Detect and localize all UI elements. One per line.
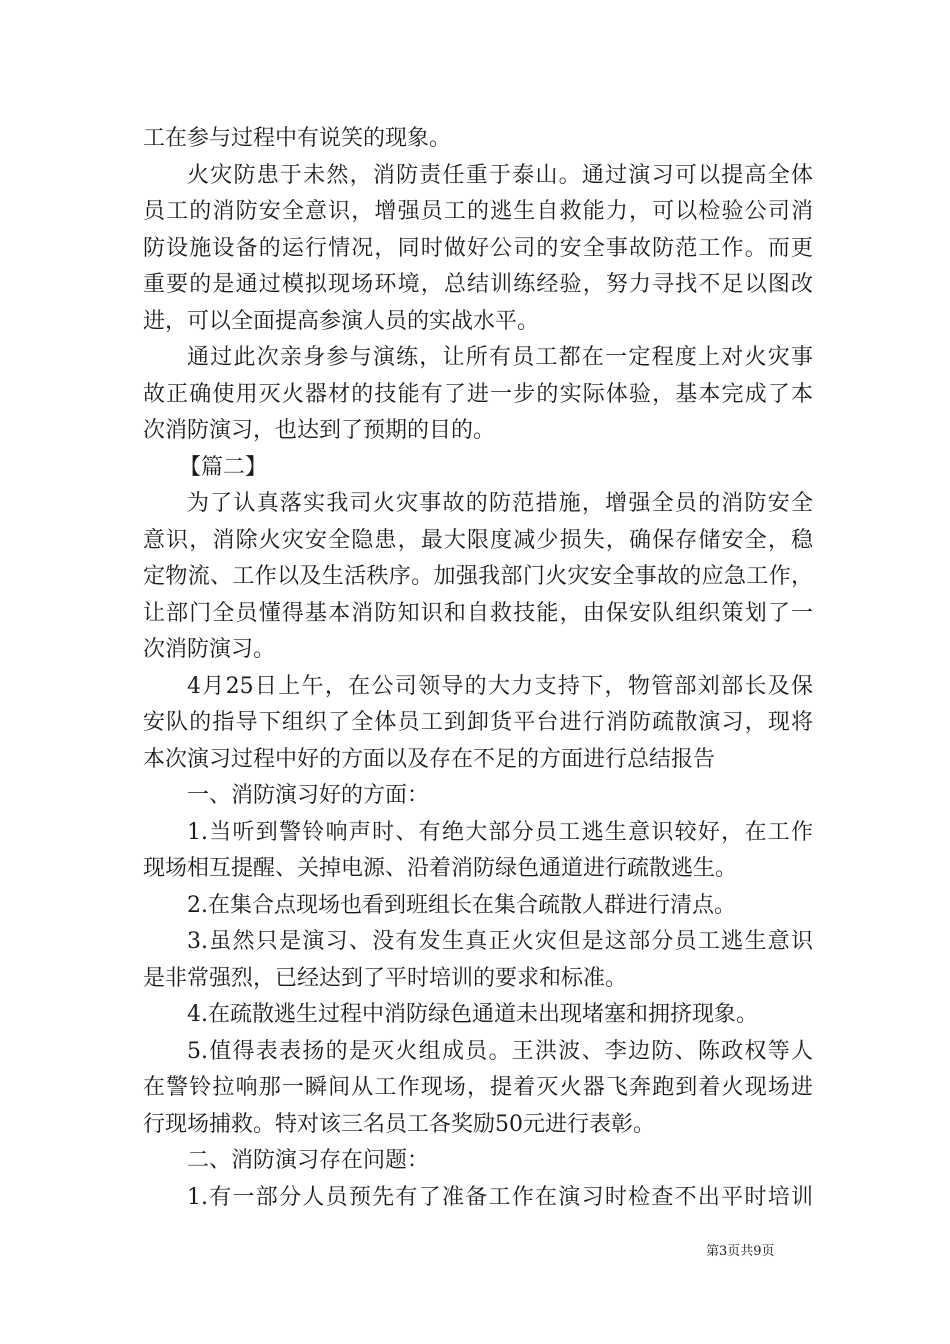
paragraph-line: 在警铃拉响那一瞬间从工作现场，提着灭火器飞奔跑到着火现场进 bbox=[143, 1075, 813, 1100]
paragraph-line: 5.值得表表扬的是灭火组成员。王洪波、李边防、陈政权等人 bbox=[187, 1038, 813, 1064]
paragraph-line: 让部门全员懂得基本消防知识和自救技能，由保安队组织策划了一 bbox=[143, 600, 813, 626]
paragraph-line: 是非常强烈，已经达到了平时培训的要求和标准。 bbox=[143, 965, 628, 991]
paragraph-line: 防设施设备的运行情况，同时做好公司的安全事故防范工作。而更 bbox=[143, 235, 813, 261]
paragraph-line: 本次演习过程中好的方面以及存在不足的方面进行总结报告 bbox=[143, 746, 716, 772]
paragraph-line: 故正确使用灭火器材的技能有了进一步的实际体验，基本完成了本 bbox=[143, 381, 813, 407]
paragraph-line: 2.在集合点现场也看到班组长在集合疏散人群进行清点。 bbox=[187, 892, 736, 918]
paragraph-line: 次消防演习，也达到了预期的目的。 bbox=[143, 418, 496, 443]
paragraph-line: 次消防演习。 bbox=[143, 637, 276, 662]
paragraph-line: 安队的指导下组织了全体员工到卸货平台进行消防疏散演习，现将 bbox=[143, 710, 813, 735]
section-heading: 【篇二】 bbox=[179, 454, 268, 480]
paragraph-line: 现场相互提醒、关掉电源、沿着消防绿色通道进行疏散逃生。 bbox=[143, 856, 738, 881]
paragraph-line: 火灾防患于未然，消防责任重于泰山。通过演习可以提高全体 bbox=[187, 162, 813, 188]
paragraph-line: 工在参与过程中有说笑的现象。 bbox=[143, 126, 452, 151]
paragraph-line: 4月25日上午，在公司领导的大力支持下，物管部刘部长及保 bbox=[187, 673, 813, 699]
document-body bbox=[143, 121, 813, 1216]
page-number-footer: 第3页共9页 bbox=[706, 1244, 775, 1259]
paragraph-line: 通过此次亲身参与演练，让所有员工都在一定程度上对火灾事 bbox=[187, 345, 813, 370]
paragraph-line: 3.虽然只是演习、没有发生真正火灾但是这部分员工逃生意识 bbox=[187, 929, 813, 954]
paragraph-line: 为了认真落实我司火灾事故的防范措施，增强全员的消防安全 bbox=[187, 491, 813, 516]
paragraph-line: 重要的是通过模拟现场环境，总结训练经验，努力寻找不足以图改 bbox=[143, 272, 813, 297]
paragraph-line: 进，可以全面提高参演人员的实战水平。 bbox=[143, 308, 540, 334]
paragraph-line: 意识，消除火灾安全隐患，最大限度减少损失，确保存储安全，稳 bbox=[143, 527, 813, 553]
paragraph-line: 员工的消防安全意识，增强员工的逃生自救能力，可以检验公司消 bbox=[143, 199, 813, 224]
paragraph-line: 定物流、工作以及生活秩序。加强我部门火灾安全事故的应急工作， bbox=[143, 564, 813, 589]
paragraph-line: 4.在疏散逃生过程中消防绿色通道未出现堵塞和拥挤现象。 bbox=[187, 1002, 758, 1027]
paragraph-line: 二、消防演习存在问题： bbox=[187, 1148, 430, 1173]
paragraph-line: 1.有一部分人员预先有了准备工作在演习时检查不出平时培训 bbox=[187, 1184, 813, 1210]
paragraph-line: 一、消防演习好的方面： bbox=[187, 783, 430, 808]
paragraph-line: 1.当听到警铃响声时、有绝大部分员工逃生意识较好，在工作 bbox=[187, 819, 813, 845]
paragraph-line: 行现场捕救。特对该三名员工各奖励50元进行表彰。 bbox=[143, 1111, 655, 1137]
